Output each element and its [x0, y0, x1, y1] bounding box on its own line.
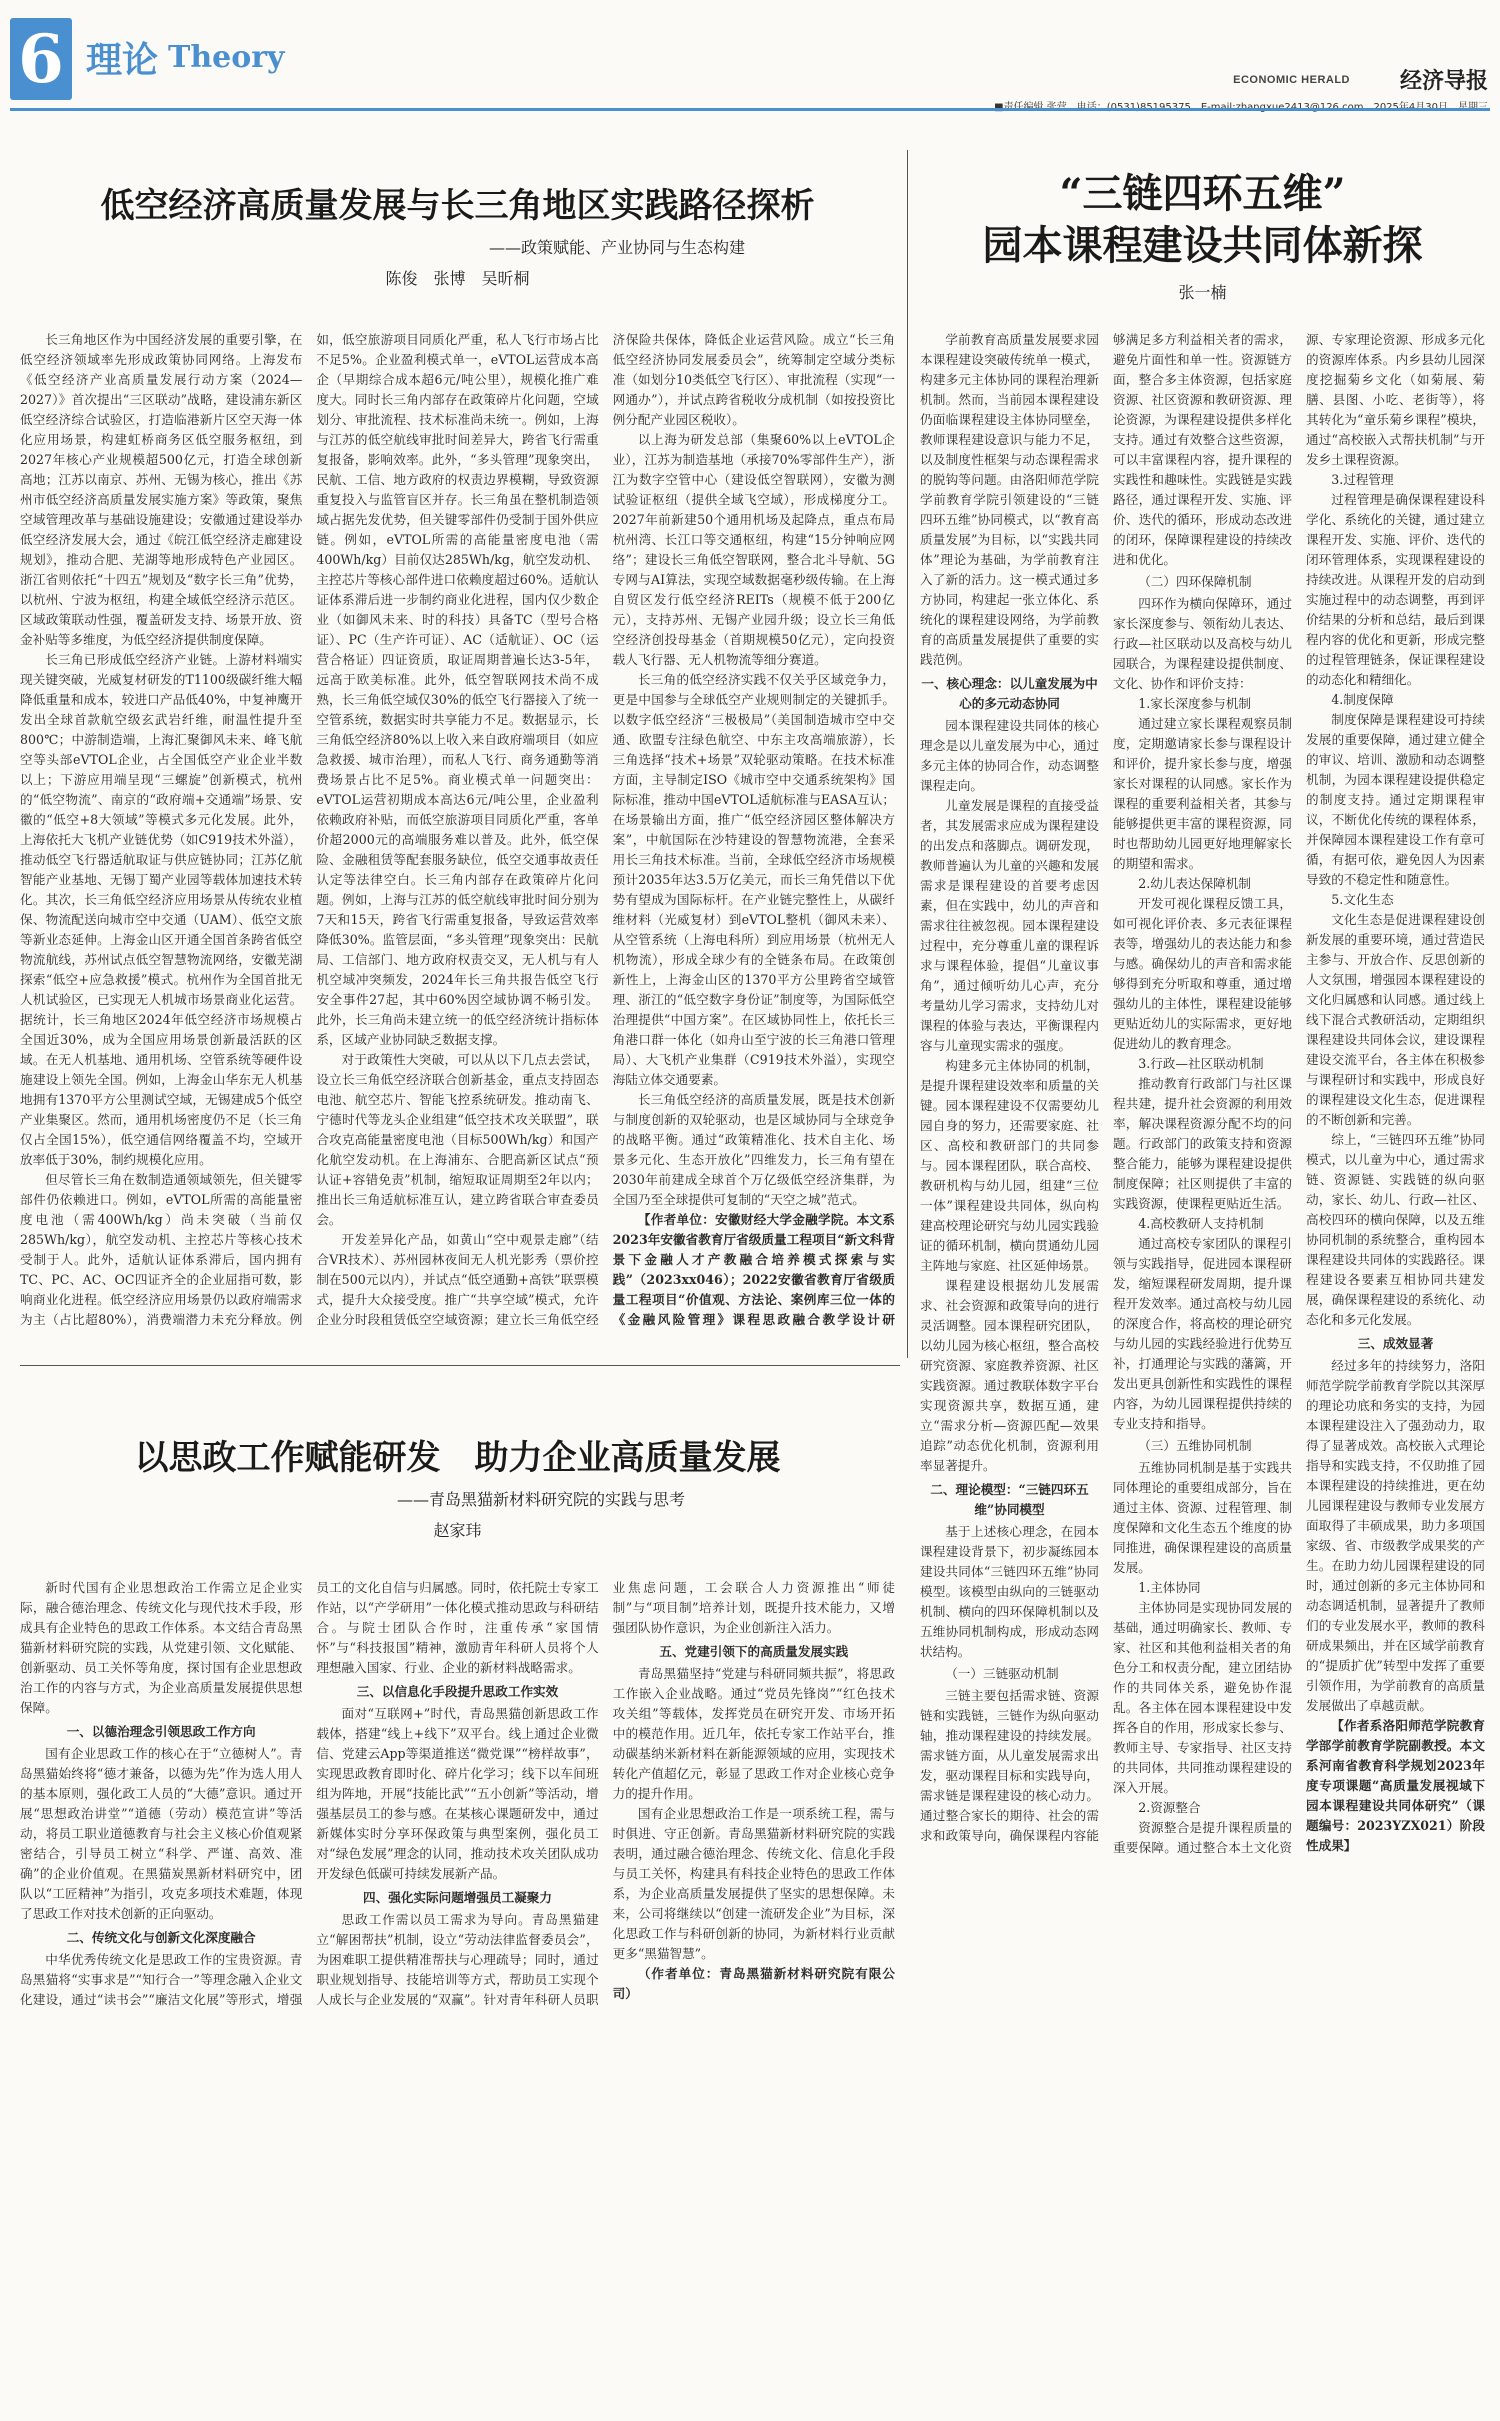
subsection-heading: （三）五维协同机制 — [1138, 1438, 1252, 1453]
article1-authors: 陈俊 张博 吴昕桐 — [385, 269, 530, 288]
paragraph: 主体协同是实现协同发展的基础，通过明确家长、教师、专家、社区和其他利益相关者的角色分工和权责分配，建立团结协作的共同体关系，避免协作混乱。各主体在园本课程建设中发挥各自的作用，形成家长参与、教师主导、专家指导、社区支持的共同体，共同推动课程建设的深入开展。 — [1113, 1600, 1292, 1795]
section-heading: 三、以信息化手段提升思政工作实效 — [356, 1684, 559, 1699]
article2-title-line1: “三链四环五维” — [1059, 170, 1346, 217]
paragraph: 国有企业思政工作的核心在于“立德树人”。青岛黑猫始终将“德才兼备，以德为先”作为选人用人的基本原则，强化政工人员的“大德”意识。通过开展“思想政治讲堂”“道德（劳动）模范宣讲”等活动，将员工职业道德教育与社会主义核心价值观紧密结合，引导员工树立“科学、严谨、高效、准确”的企业价值观。在黑猫炭黑新材料研究中，团队以“工匠精神”为指引，攻克多项技术难题，体现了思政工作对技术创新的正向驱动。 — [20, 1746, 303, 1921]
paragraph: 四环作为横向保障环，通过家长深度参与、领衔幼儿表达、行政—社区联动以及高校与幼儿园联合，为课程建设提供制度、文化、协作和评价支持： — [1113, 596, 1292, 691]
article3-subtitle: ——青岛黑猫新材料研究院的实践与思考 — [396, 1490, 685, 1509]
section-title-zh: 理论 — [86, 39, 159, 81]
paragraph: 3.行政—社区联动机制 — [1138, 1056, 1264, 1071]
paragraph: 通过高校专家团队的课程引领与实践指导，促进园本课程研发，缩短课程研发周期，提升课程开发效率。通过高校与幼儿园的深度合作，将高校的理论研究与幼儿园的实践经验进行优势互补，打通理论与实践的藩篱，开发出更具创新性和实践性的课程内容，为幼儿园课程提供持续的专业支持和指导。 — [1113, 1236, 1292, 1431]
paragraph: 构建多元主体协同的机制，是提升课程建设效率和质量的关键。园本课程建设不仅需要幼儿园自身的努力，还需要家庭、社区、高校和教研部门的共同参与。园本课程团队，联合高校、教研机构与幼儿园，组建“三位一体”课程建设共同体，纵向构建高校理论研究与幼儿园实践验证的循环机制，横向贯通幼儿园主阵地与家庭、社区延伸场景。 — [920, 1058, 1099, 1273]
article3-title: 以思政工作赋能研发 助力企业高质量发展 — [134, 1438, 781, 1478]
paragraph: 长三角低空经济的高质量发展，既是技术创新与制度创新的双轮驱动，也是区域协同与全球竞争的战略平衡。通过“政策精准化、技术自主化、场景多元化、生态开放化”四维发力，长三角有望在2030年前建成全球首个万亿级低空经济集群，为全国乃至全球提供可复制的“天空之城”范式。 — [612, 1092, 895, 1207]
article2-author: 张一楠 — [1178, 283, 1227, 302]
article3-author: 赵家玮 — [433, 1521, 482, 1540]
paragraph: 新时代国有企业思想政治工作需立足企业实际，融合德治理念、传统文化与现代技术手段，形成具有企业特色的思政工作体系。本文结合青岛黑猫新材料研究院的实践，从党建引领、文化赋能、创新驱动、员工关怀等角度，探讨国有企业思想政治工作的内容与方式，为企业高质量发展提供思想保障。 — [20, 1580, 303, 1715]
paragraph: 国有企业思想政治工作是一项系统工程，需与时俱进、守正创新。青岛黑猫新材料研究院的实践表明，通过融合德治理念、传统文化、信息化手段与员工关怀，构建具有科技企业特色的思政工作体系，为企业高质量发展提供了坚实的思想保障。未来，公司将继续以“创建一流研发企业”为目标，深化思政工作与科研创新的协同，为新材料行业贡献更多“黑猫智慧”。 — [612, 1806, 895, 1961]
subsection-heading: （一）三链驱动机制 — [945, 1666, 1059, 1681]
author-note: 【作者系洛阳师范学院教育学部学前教育学院副教授。本文系河南省教育科学规划2023年度专项课题“高质量发展视域下园本课程建设共同体研究”（课题编号：2023YZX021）阶段性成果】 — [1306, 1718, 1485, 1853]
paragraph: 文化生态是促进课程建设创新发展的重要环境，通过营造民主参与、开放合作、反思创新的人文氛围，增强园本课程建设的文化归属感和认同感。通过线上线下混合式教研活动，定期组织课程建设共同体会议，建设课程建设交流平台，各主体在积极参与课程研讨和实践中，形成良好的课程建设文化生态，促进课程的不断创新和完善。 — [1306, 912, 1485, 1127]
paragraph: 学前教育高质量发展要求园本课程建设突破传统单一模式，构建多元主体协同的课程治理新机制。然而，当前园本课程建设仍面临课程建设主体协同壁垒，教师课程建设意识与能力不足，以及制度性框架与动态课程需求的脱钩等问题。由洛阳师范学院学前教育学院引领建设的“三链四环五维”协同模式，以“教育高质量发展”为目标，以“实践共同体”理论为基础，为学前教育注入了新的活力。这一模式通过多方协同，构建起一张立体化、系统化的课程建设网络，为学前教育的高质量发展提供了重要的实践范例。 — [920, 332, 1099, 667]
paragraph: 但尽管长三角在数制造通领域领先，但关键零部件仍依赖进口。例如，eVTOL所需的高能量密度电池（需400Wh/kg）尚未突破（当前仅285Wh/kg），航空发动机、主控芯片等核心技术受制于人。此外，适航认证体系滞后，国内拥有TC、PC、AC、OC四证齐全的企业屈指可数，影响商业化进程。低空经济应用场景仍以政府端需求为主（占比超80%），消费端潜力未充分释放。例如，低空旅游项目同质化严重，私人飞行市场占比不足5%。企业盈利模式单一，eVTOL运营成本高企（早期综合成本超6元/吨公里），规模化推广难度大。同时长三角内部存在政策碎片化问题，空域划分、审批流程、技术标准尚未统一。例如，上海与江苏的低空航线审批时间差异大，跨省飞行需重复报备，影响效率。此外，“多头管理”现象突出，民航、工信、地方政府的权责边界模糊，导致资源重复投入与监管盲区并存。长三角虽在整机制造领域占据先发优势，但关键零部件仍受制于国外供应链。例如，eVTOL所需的高能量密度电池（需400Wh/kg）目前仅达285Wh/kg，航空发动机、主控芯片等核心部件进口依赖度超过60%。适航认证体系滞后进一步制约商业化进程，国内仅少数企业（如御风未来、时的科技）具备TC（型号合格证）、PC（生产许可证）、AC（适航证）、OC（运营合格证）四证资质，取证周期普遍长达3-5年，远高于欧美标准。此外，低空智联网技术尚不成熟，长三角低空域仅30%的低空飞行器接入了统一空管系统，数据实时共享能力不足。数据显示，长三角低空经济80%以上收入来自政府端项目（如应急救援、城市治理），而私人飞行、商务通勤等消费场景占比不足5%。商业模式单一问题突出：eVTOL运营初期成本高达6元/吨公里，企业盈利依赖政府补贴，而低空旅游项目同质化严重，客单价超2000元的高端服务难以普及。此外，低空保险、金融租赁等配套服务缺位，低空交通事故责任认定等法律空白。长三角内部存在政策碎片化问题。例如，上海与江苏的低空航线审批时间分别为7天和15天，跨省飞行需重复报备，导致运营效率降低30%。监管层面，“多头管理”现象突出：民航局、工信部门、地方政府权责交叉，无人机与有人机空域冲突频发，2024年长三角共报告低空飞行安全事件27起，其中60%因空域协调不畅引发。此外，长三角尚未建立统一的低空经济统计指标体系，区域产业协同缺乏数据支撑。 — [20, 332, 599, 1327]
paragraph: 综上，“三链四环五维”协同模式，以儿童为中心，通过需求链、资源链、实践链的纵向驱动，家长、幼儿、行政—社区、高校四环的横向保障，以及五维协同机制的系统整合，重构园本课程建设共同体的实践路径。课程建设各要素互相协同共建发展，确保课程建设的系统化、动态化和多元化发展。 — [1306, 1132, 1485, 1327]
editor-info-bar — [160, 98, 1488, 114]
paragraph: 中华优秀传统文化是思政工作的宝贵资源。青岛黑猫将“实事求是”“知行合一”等理念融入企业文化建设，通过“读书会”“廉洁文化展”等形式，增强员工的文化自信与归属感。同时，依托院士专家工作站，以“产学研用”一体化模式推动思政与科研结合。与院士团队合作时，注重传承“家国情怀”与“科技报国”精神，激励青年科研人员将个人理想融入国家、行业、企业的新材料战略需求。 — [20, 1580, 599, 2007]
paragraph: 4.高校教研人支持机制 — [1138, 1216, 1264, 1231]
paragraph: 过程管理是确保课程建设科学化、系统化的关键，通过建立课程开发、实施、评价、迭代的闭环管理体系，实现课程建设的持续改进。从课程开发的启动到实施过程中的动态调整，再到评价结果的分析和总结，最后到课程内容的优化和更新，形成完整的过程管理链条，保证课程建设的动态化和精细化。 — [1306, 492, 1485, 687]
subsection-heading: （二）四环保障机制 — [1138, 574, 1252, 589]
paragraph: 思政工作需以员工需求为导向。青岛黑猫建立“解困帮扶”机制，设立“劳动法律监督委员会”，为困难职工提供精准帮扶与心理疏导；同时，通过职业规划指导、技能培训等方式，帮助员工实现个人成长与企业发展的“双赢”。针对青年科研人员职业焦虑问题，工会联合人力资源推出“师徒制”与“项目制”培养计划，既提升技术能力，又增强团队协作意识，为企业创新注入活力。 — [316, 1580, 895, 2007]
paragraph: 2.幼儿表达保障机制 — [1138, 876, 1251, 891]
article2-body — [920, 330, 1485, 2410]
article-divider — [20, 1365, 900, 1366]
section-heading: 一、核心理念：以儿童发展为中心的多元动态协同 — [921, 676, 1098, 711]
paragraph: 3.过程管理 — [1331, 472, 1394, 487]
section-heading: 二、理论模型：“三链四环五维”协同模型 — [930, 1482, 1089, 1517]
paragraph: 开发可视化课程反馈工具，如可视化评价表、多元表征课程表等，增强幼儿的表达能力和参与感。确保幼儿的声音和需求能够得到充分听取和尊重，通过增强幼儿的主体性，课程建设能够更贴近幼儿的实际需求，更好地促进幼儿的教育理念。 — [1113, 896, 1292, 1051]
paragraph: 对于政策性大突破，可以从以下几点去尝试，设立长三角低空经济联合创新基金，重点支持固态电池、航空芯片、智能飞控系统研发。推动南飞、宁德时代等龙头企业组建“低空技术攻关联盟”，联合攻克高能量密度电池（目标500Wh/kg）和国产化航空发动机。在上海浦东、合肥高新区试点“预认证+容错免责”机制，缩短取证周期至2年以内；推出长三角适航标准互认，建立跨省联合审查委员会。 — [316, 1052, 599, 1227]
newspaper-name-en: ECONOMIC HERALD — [1233, 74, 1350, 86]
article2-header — [920, 168, 1485, 303]
page-number: 6 — [10, 18, 72, 100]
paragraph: 面对“互联网+”时代，青岛黑猫创新思政工作载体，搭建“线上+线下”双平台。线上通过企业微信、党建云App等渠道推送“微党课”“榜样故事”，实现思政教育即时化、碎片化学习；线下以车间班组为阵地，开展“技能比武”“五小创新”等活动，增强基层员工的参与感。在某核心课题研发中，通过新媒体实时分享环保政策与典型案例，强化员工对“绿色发展”理念的认同，推动技术攻关团队成功开发绿色低碳可持续发展新产品。 — [316, 1706, 599, 1881]
paragraph: 开发差异化产品，如黄山“空中观景走廊”（结合VR技术）、苏州园林夜间无人机光影秀（票价控制在500元以内），并试点“低空通勤+高铁”联票模式，提升大众接受度。推广“共享空域”模式，允许企业分时段租赁低空空域资源；建立长三角低空经济保险共保体，降低企业运营风险。成立“长三角低空经济协同发展委员会”，统筹制定空域分类标准（如划分10类低空飞行区）、审批流程（实现“一网通办”），并试点跨省税收分成机制（如按投资比例分配产业园区税收）。 — [316, 332, 895, 1327]
paragraph: 青岛黑猫坚持“党建与科研同频共振”，将思政工作嵌入企业战略。通过“党员先锋岗”“红色技术攻关组”等载体，发挥党员在研究开发、市场开拓中的模范作用。近几年，依托专家工作站平台，推动碳基纳米新材料在新能源领域的应用，实现技术转化产值超亿元，彰显了思政工作对企业核心竞争力的提升作用。 — [612, 1666, 895, 1801]
section-heading: 五、党建引领下的高质量发展实践 — [659, 1644, 849, 1659]
paragraph: 基于上述核心理念，在园本课程建设背景下，初步凝练园本建设共同体“三链四环五维”协同模型。该模型由纵向的三链驱动机制、横向的四环保障机制以及五维协同机制构成，形成动态网状结构。 — [920, 1524, 1099, 1659]
section-heading: 三、成效显著 — [1357, 1336, 1434, 1351]
section-heading: 一、以德治理念引领思政工作方向 — [66, 1724, 256, 1739]
paragraph: 课程建设根据幼儿发展需求、社会资源和政策导向的进行灵活调整。园本课程研究团队，以幼儿园为核心枢纽，整合高校研究资源、家庭教养资源、社区实践资源。通过教联体数字平台实现资源共享，数据互通，建立“需求分析—资源匹配—效果追踪”动态优化机制，资源利用率显著提升。 — [920, 1278, 1099, 1473]
paragraph: 园本课程建设共同体的核心理念是以儿童发展为中心，通过多元主体的协同合作，动态调整课程走向。 — [920, 718, 1099, 793]
section-title-en: Theory — [168, 40, 285, 75]
paragraph: 五维协同机制是基于实践共同体理论的重要组成部分，旨在通过主体、资源、过程管理、制度保障和文化生态五个维度的协同推进，确保课程建设的高质量发展。 — [1113, 1460, 1292, 1575]
paragraph: 5.文化生态 — [1331, 892, 1394, 907]
paragraph: 1.家长深度参与机制 — [1138, 696, 1251, 711]
masthead — [10, 18, 1490, 110]
paragraph: 资源整合是提升课程质量的重要保障。通过整合本土文化资源、专家理论资源、形成多元化的资源库体系。内乡县幼儿园深度挖掘菊乡文化（如菊展、菊膳、县图、小吃、老街等），将其转化为“童乐菊乡课程”模块，通过“高校嵌入式帮扶机制”与开发乡土课程资源。 — [1113, 332, 1485, 1855]
paragraph: 经过多年的持续努力，洛阳师范学院学前教育学院以其深厚的理论功底和务实的支持，为园本课程建设注入了强劲动力，取得了显著成效。高校嵌入式理论指导和实践支持，不仅助推了园本课程建设的持续推进，更在幼儿园课程建设与教师专业发展方面取得了丰硕成果，助力多项国家级、省、市级教学成果奖的产生。在助力幼儿园课程建设的同时，通过创新的多元主体协同和动态调适机制，显著提升了教师们的专业发展水平，教师的教科研成果频出，并在区域学前教育的“提质扩优”转型中发挥了重要引领作用，为学前教育的高质量发展做出了卓越贡献。 — [1306, 1358, 1485, 1713]
paragraph: 通过建立家长课程观察员制度，定期邀请家长参与课程设计和评价，提升家长参与度，增强家长对课程的认同感。家长作为课程的重要利益相关者，其参与能够提供更丰富的课程资源，同时也帮助幼儿园更好地理解家长的期望和需求。 — [1113, 716, 1292, 871]
paragraph: 三链主要包括需求链、资源链和实践链，三链作为纵向驱动轴，推动课程建设的持续发展。需求链方面，从儿童发展需求出发，驱动课程目标和实践导向，需求链是课程建设的核心动力。通过整合家长的期待、社会的需求和政策导向，确保课程内容能够满足多方利益相关者的需求，避免片面性和单一性。资源链方面，整合多主体资源，包括家庭资源、社区资源和教研资源、理论资源，为课程建设提供多样化支持。通过有效整合这些资源，可以丰富课程内容，提升课程的实践性和趣味性。实践链是实践路径，通过课程开发、实施、评价、迭代的循环，形成动态改进的闭环，保障课程建设的持续改进和优化。 — [920, 332, 1292, 1843]
article1-body — [20, 330, 895, 1348]
paragraph: 长三角的低空经济实践不仅关乎区域竞争力，更是中国参与全球低空产业规则制定的关键抓手。以数字低空经济“三极极局”（美国制造城市空中交通、欧盟专注绿色航空、中东主攻高端旅游），长三角选择“技术+场景”双轮驱动策略。在技术标准方面，主导制定ISO《城市空中交通系统架构》国际标准，推动中国eVTOL适航标准与EASA互认；在场景输出方面，推广“低空经济园区整体解决方案”，中航国际在沙特建设的智慧物流港，全套采用长三角技术标准。当前，全球低空经济市场规模预计2035年达3.5万亿美元，而长三角凭借以下优势有望成为国际标杆。在产业链完整性上，从碳纤维材料（光威复材）到eVTOL整机（御风未来）、从空管系统（上海电科所）到应用场景（杭州无人机物流），形成全球少有的全链条布局。在政策创新性上，上海金山区的1370平方公里跨省空域管理、浙江的“低空数字身份证”制度等，为国际低空治理提供“中国方案”。在区域协同性上，依托长三角港口群一体化（如舟山至宁波的长三角港口管理局）、大飞机产业集群（C919技术外溢），实现空海陆立体交通要素。 — [612, 672, 895, 1087]
article3-header — [20, 1430, 895, 1541]
article1-title: 低空经济高质量发展与长三角地区实践路径探析 — [100, 186, 815, 226]
author-note: （作者单位：青岛黑猫新材料研究院有限公司） — [612, 1966, 895, 2001]
paragraph: 2.资源整合 — [1138, 1800, 1201, 1815]
article1-subtitle: ——政策赋能、产业协同与生态构建 — [488, 238, 745, 257]
paragraph: 长三角地区作为中国经济发展的重要引擎，在低空经济领域率先形成政策协同网络。上海发布《低空经济产业高质量发展行动方案（2024—2027）》首次提出“三区联动”战略，建设浦东新区低空经济综合试验区，打造临港新片区空天海一体化应用场景，构建虹桥商务区低空服务枢纽，到2027年核心产业规模超500亿元，打造全球创新高地；江苏以南京、苏州、无锡为核心，推出《苏州市低空经济高质量发展实施方案》等政策，聚焦空域管理改革与基础设施建设；安徽通过建设举办低空经济发展大会，通过《皖江低空经济走廊建设规划》，推动合肥、芜湖等地形成特色产业园区。浙江省则依托“十四五”规划及“数字长三角”优势，以杭州、宁波为枢纽，构建全域低空经济示范区。区域政策联动性强，覆盖研发支持、场景开放、资金补贴等多维度，为低空经济提供制度保障。 — [20, 332, 303, 647]
paragraph: 1.主体协同 — [1138, 1580, 1201, 1595]
section-heading: 二、传统文化与创新文化深度融合 — [66, 1930, 256, 1945]
paragraph: 儿童发展是课程的直接受益者，其发展需求应成为课程建设的出发点和落脚点。调研发现，教师普遍认为儿童的兴趣和发展需求是课程建设的首要考虑因素，但在实践中，幼儿的声音和需求往往被忽视。园本课程建设过程中，充分尊重儿童的课程诉求与课程体验，提倡“儿童议事角”，通过倾听幼儿心声，充分考量幼儿学习需求，支持幼儿对课程的体验与表达，平衡课程内容与儿童现实需求的强度。 — [920, 798, 1099, 1053]
paragraph: 长三角已形成低空经济产业链。上游材料端实现关键突破，光威复材研发的T1100级碳纤维大幅降低重量和成本，较进口产品低40%，中复神鹰开发出全球首款航空级玄武岩纤维，耐温性提升至800℃；中游制造端，上海汇聚御风未来、峰飞航空等头部eVTOL企业，占全国低空产业企业半数以上；下游应用端呈现“三螺旋”创新模式，杭州的“低空物流”、南京的“政府端+交通端”场景、安徽的“低空+8大领域”等模式多元化发展。此外，上海依托大飞机产业链优势（如C919技术外溢），推动低空飞行器适航取证与供应链协同；江苏亿航智能产业基地、无锡丁蜀产业园等载体加速技术转化。其次，长三角低空经济应用场景从传统农业植保、物流配送向城市空中交通（UAM）、低空文旅等新业态延伸。上海金山区开通全国首条跨省低空物流航线，苏州试点低空智慧物流网络，安徽芜湖探索“低空+应急救援”模式。杭州作为全国首批无人机试验区，已实现无人机城市场景商业化运营。据统计，长三角地区2024年低空经济市场规模占全国近30%，成为全国应用场景创新最活跃的区域。在无人机基地、通用机场、空管系统等硬件设施建设上领先全国。例如，上海金山华东无人机基地拥有1370平方公里测试空域，无锡建成5个低空产业集聚区。然而，通用机场密度仍不足（长三角仅占全国15%），低空通信网络覆盖不均，空域开放率低于30%，制约规模化应用。 — [20, 652, 303, 1167]
paragraph: 推动教育行政部门与社区课程共建，提升社会资源的利用效率，解决课程资源分配不均的问题。行政部门的政策支持和资源整合能力，能够为课程建设提供制度保障；社区则提供了丰富的实践资源，使课程更贴近生活。 — [1113, 1076, 1292, 1211]
paragraph: 以上海为研发总部（集聚60%以上eVTOL企业），江苏为制造基地（承接70%零部件生产），浙江为数字空管中心（建设低空智联网），安徽为测试验证枢纽（提供全域飞空域），形成梯度分工。2027年前新建50个通用机场及起降点，重点布局杭州湾、长江口等交通枢纽，构建“15分钟响应网络”；建设长三角低空智联网，整合北斗导航、5G专网与AI算法，实现空域数据毫秒级传输。在上海自贸区发行低空经济REITs（规模不低于200亿元），支持苏州、无锡产业园升级；设立长三角低空经济创投母基金（首期规模50亿元），定向投资载人飞行器、无人机物流等细分赛道。 — [612, 432, 895, 667]
article2-title-line2: 园本课程建设共同体新探 — [982, 222, 1423, 269]
paragraph: 4.制度保障 — [1331, 692, 1394, 707]
article1-header — [20, 178, 895, 289]
column-divider — [907, 150, 908, 1358]
paragraph: 制度保障是课程建设可持续发展的重要保障，通过建立健全的审议、培训、激励和动态调整机制，为园本课程建设提供稳定的制度支持。通过定期课程审议，不断优化传统的课程体系，并保障园本课程建设工作有章可循，有据可依，避免因人为因素导致的不稳定性和随意性。 — [1306, 712, 1485, 887]
header-rule — [10, 108, 1490, 111]
article3-body — [20, 1578, 895, 2408]
author-note: 【作者单位：安徽财经大学金融学院。本文系2023年安徽省教育厅省级质量工程项目“新文科背景下金融人才产教融合培养模式探索与实践”（2023xx046）；2022安徽省教育厅省级质量工程项目“价值观、方法论、案例库三位一体的《金融风险管理》课程思政融合教学设计研 — [612, 1212, 895, 1327]
newspaper-name-zh: 经济导报 — [1399, 68, 1488, 94]
section-heading: 四、强化实际问题增强员工凝聚力 — [363, 1890, 552, 1905]
